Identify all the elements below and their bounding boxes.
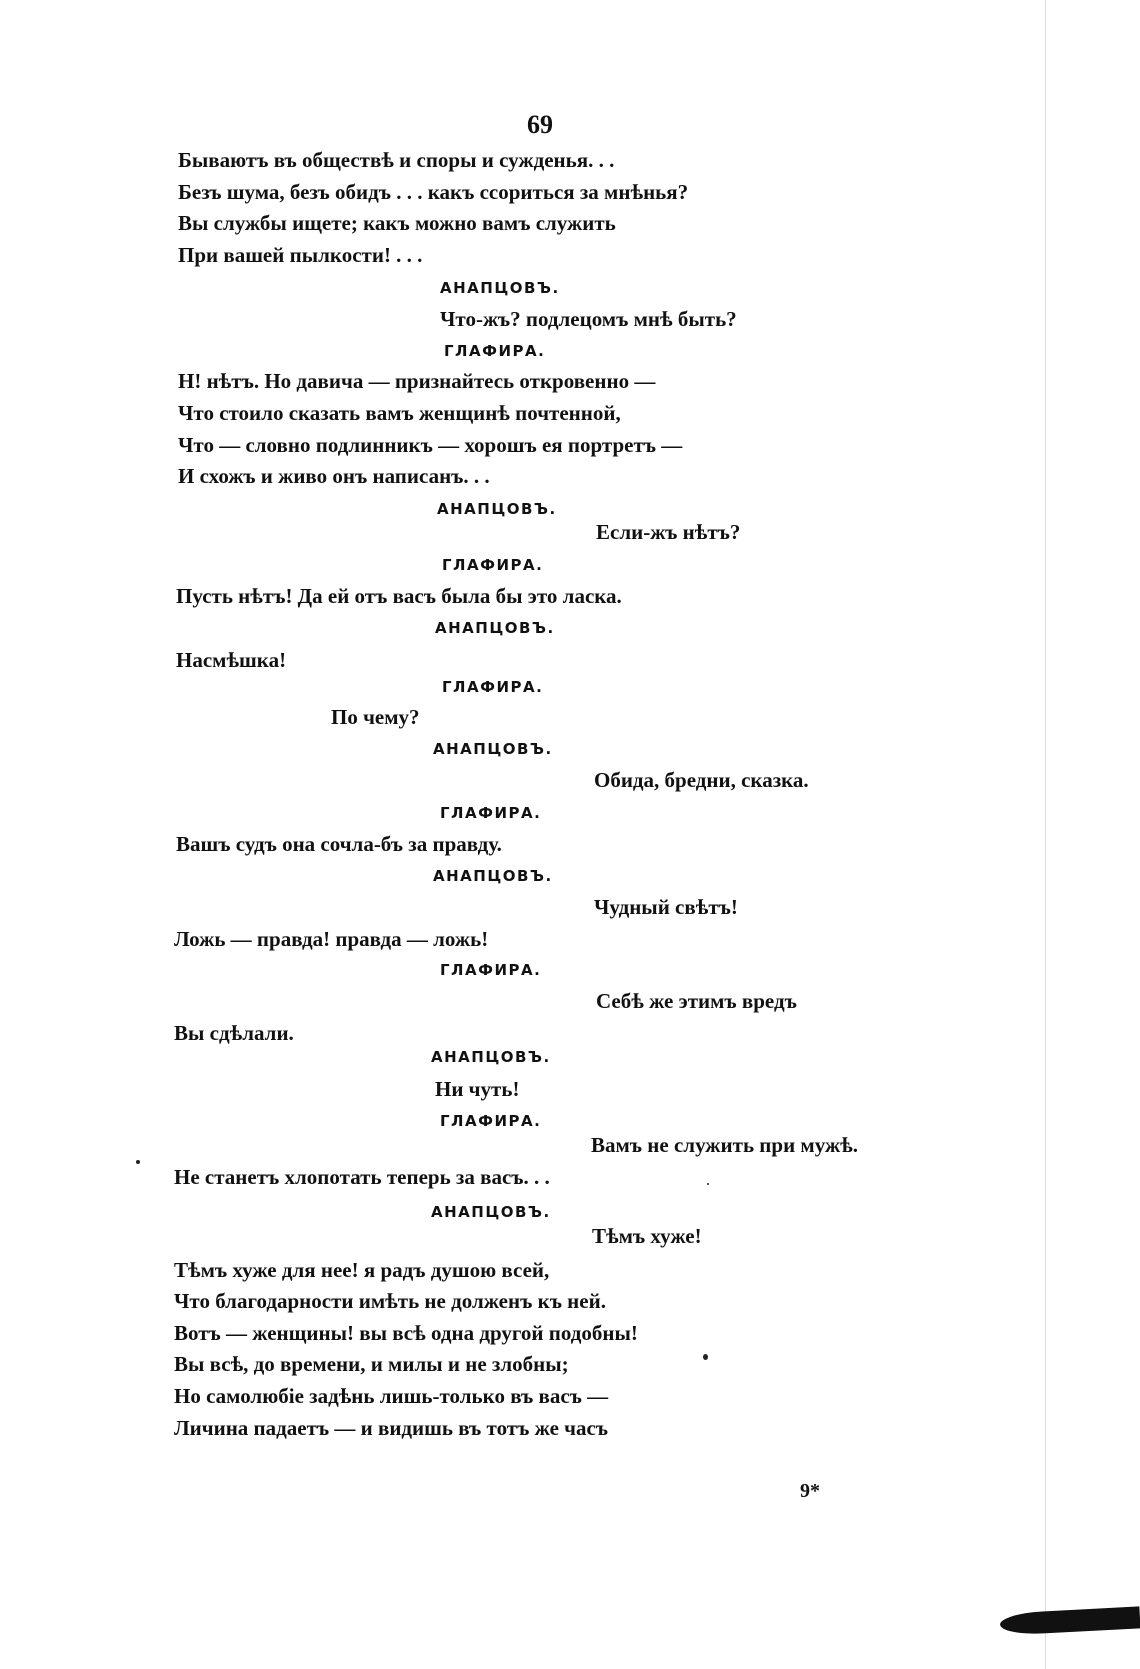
print-speck — [707, 1183, 709, 1185]
speaker-glafira: ГЛАФИРА. — [444, 342, 546, 360]
verse-line: Если-жъ нѣтъ? — [596, 520, 741, 544]
verse-line: При вашей пылкости! . . . — [178, 243, 423, 267]
verse-line: Н! нѣтъ. Но давича — признайтесь откровенно — — [178, 369, 656, 393]
verse-line: Вашъ судъ она сочла-бъ за правду. — [176, 832, 502, 856]
verse-line: Вы службы ищете; какъ можно вамъ служить — [178, 211, 616, 235]
verse-line: Что стоило сказать вамъ женщинѣ почтенной, — [178, 401, 621, 425]
signature-mark: 9* — [800, 1480, 820, 1502]
speaker-anapcov: АНАПЦОВЪ. — [431, 1048, 551, 1066]
verse-line: Ни чуть! — [435, 1077, 520, 1101]
speaker-anapcov: АНАПЦОВЪ. — [437, 500, 557, 518]
verse-line: Вотъ — женщины! вы всѣ одна другой подобны! — [174, 1321, 638, 1345]
verse-line: Тѣмъ хуже для нее! я радъ душою всей, — [174, 1258, 550, 1282]
verse-line: Личина падаетъ — и видишь въ тотъ же часъ — [174, 1416, 609, 1440]
verse-line: Вы сдѣлали. — [174, 1021, 294, 1045]
verse-line: Вы всѣ, до времени, и милы и не злобны; — [174, 1352, 569, 1376]
verse-line: Что-жъ? подлецомъ мнѣ быть? — [440, 307, 737, 331]
verse-line: Безъ шума, безъ обидъ . . . какъ ссориться за мнѣнья? — [178, 180, 689, 204]
page-number: 69 — [527, 110, 553, 139]
print-speck — [136, 1160, 140, 1164]
verse-line: Чудный свѣтъ! — [594, 895, 738, 919]
page-edge-line — [1045, 0, 1046, 1669]
verse-line: Пусть нѣтъ! Да ей отъ васъ была бы это ласка. — [176, 584, 622, 608]
verse-line: По чему? — [331, 705, 420, 729]
verse-line: Тѣмъ хуже! — [592, 1224, 702, 1248]
verse-line: Не станетъ хлопотать теперь за васъ. . . — [174, 1165, 550, 1189]
speaker-glafira: ГЛАФИРА. — [440, 1112, 542, 1130]
verse-line: Вамъ не служить при мужѣ. — [591, 1133, 859, 1157]
speaker-glafira: ГЛАФИРА. — [440, 804, 542, 822]
speaker-anapcov: АНАПЦОВЪ. — [433, 740, 553, 758]
verse-line: И схожъ и живо онъ написанъ. . . — [178, 464, 490, 488]
speaker-glafira: ГЛАФИРА. — [442, 678, 544, 696]
speaker-anapcov: АНАПЦОВЪ. — [435, 619, 555, 637]
print-speck — [703, 1354, 708, 1360]
ink-blot — [1000, 1606, 1140, 1635]
verse-line: Насмѣшка! — [176, 648, 287, 672]
verse-line: Что — словно подлинникъ — хорошъ ея портретъ — — [178, 433, 683, 457]
speaker-anapcov: АНАПЦОВЪ. — [431, 1203, 551, 1221]
verse-line: Обида, бредни, сказка. — [594, 768, 809, 792]
verse-line: Но самолюбіе задѣнь лишь-только въ васъ — — [174, 1384, 609, 1408]
speaker-glafira: ГЛАФИРА. — [440, 961, 542, 979]
speaker-anapcov: АНАПЦОВЪ. — [440, 279, 560, 297]
verse-line: Себѣ же этимъ вредъ — [596, 989, 797, 1013]
verse-line: Что благодарности имѣть не долженъ къ ней. — [174, 1289, 606, 1313]
speaker-anapcov: АНАПЦОВЪ. — [433, 867, 553, 885]
speaker-glafira: ГЛАФИРА. — [442, 556, 544, 574]
verse-line: Ложь — правда! правда — ложь! — [174, 927, 489, 951]
verse-line: Бываютъ въ обществѣ и споры и сужденья. . . — [178, 148, 615, 172]
